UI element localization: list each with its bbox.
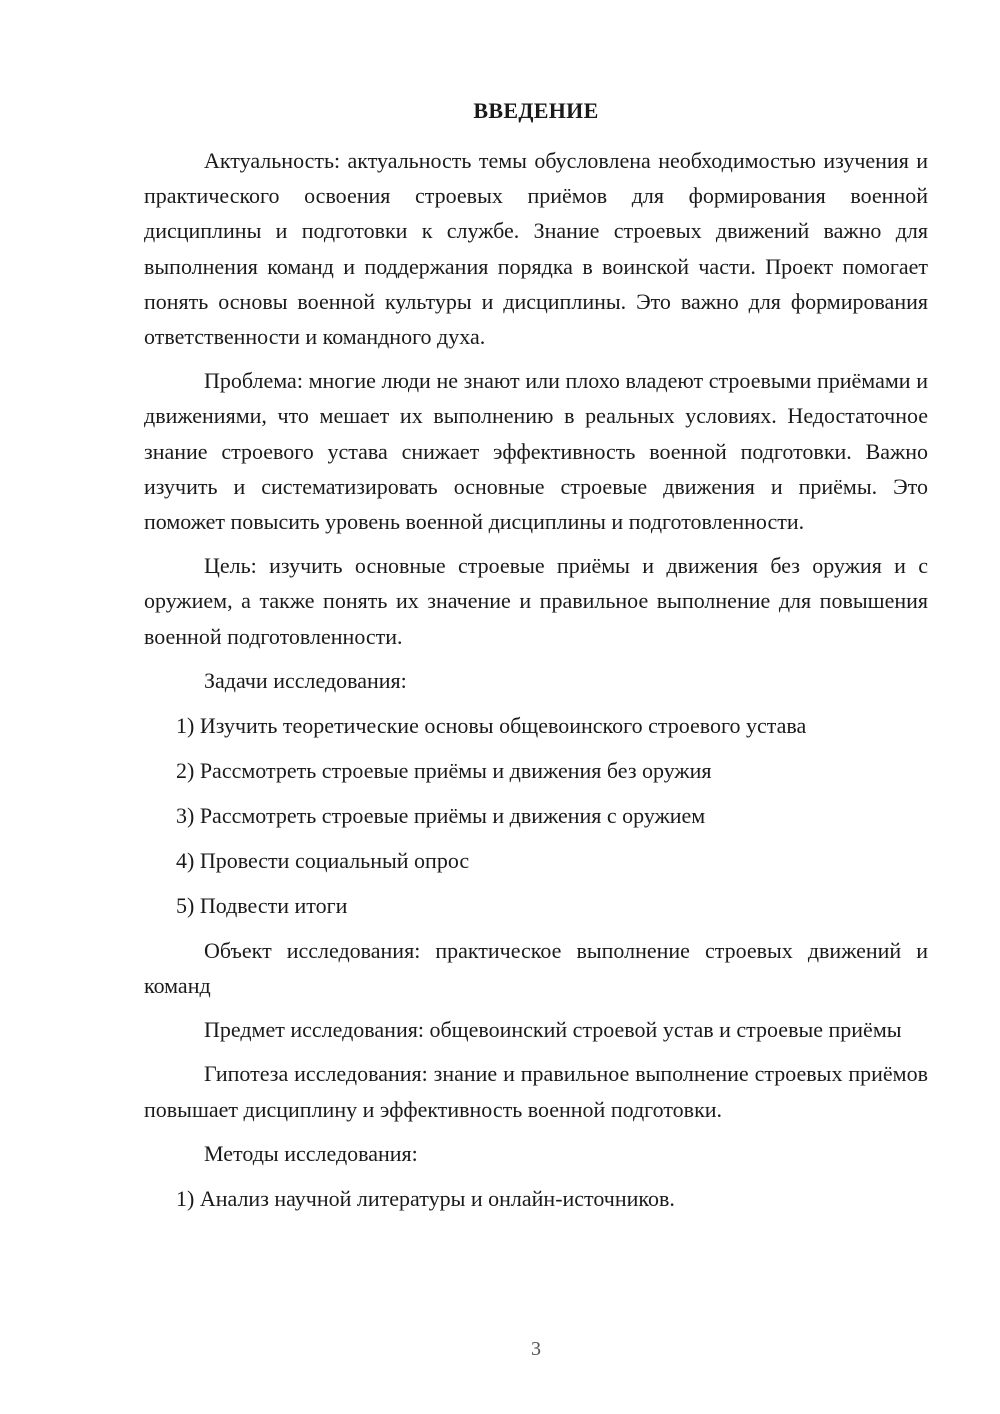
methods-heading: Методы исследования: xyxy=(204,1140,418,1166)
list-item: 2) Рассмотреть строевые приёмы и движения без оружия xyxy=(176,757,712,783)
problem-paragraph: Проблема: многие люди не знают или плохо владеют строевыми приёмами и движениями, что мешает их выполнению в реальных условиях. Недостаточное знание строевого устава снижает эффективность военной подготовки. Важно изучить и систематизировать основные строевые движения и приёмы. Это поможет повысить уровень военной дисциплины и подготовленности. xyxy=(144,368,928,535)
relevance-paragraph: Актуальность: актуальность темы обусловлена необходимостью изучения и практического освоения строевых приёмов для формирования военной дисциплины и подготовки к службе. Знание строевых движений важно для выполнения команд и поддержания порядка в воинской части. Проект помогает понять основы военной культуры и дисциплины. Это важно для формирования ответственности и командного духа. xyxy=(144,148,928,350)
goal-paragraph: Цель: изучить основные строевые приёмы и движения без оружия и с оружием, а также понять их значение и правильное выполнение для повышения военной подготовленности. xyxy=(144,553,928,649)
page-body xyxy=(144,143,928,1226)
section-title: ВВЕДЕНИЕ xyxy=(473,98,599,123)
tasks-list xyxy=(144,708,928,923)
subject-paragraph: Предмет исследования: общевоинский строевой устав и строевые приёмы xyxy=(204,1017,902,1043)
methods-list xyxy=(144,1181,928,1216)
tasks-heading: Задачи исследования: xyxy=(204,667,407,693)
list-item: 5) Подвести итоги xyxy=(176,892,348,918)
list-item: 1) Анализ научной литературы и онлайн-источников. xyxy=(176,1185,675,1211)
list-item: 1) Изучить теоретические основы общевоинского строевого устава xyxy=(176,712,807,738)
object-paragraph: Объект исследования: практическое выполнение строевых движений и команд xyxy=(144,937,928,999)
list-item: 4) Провести социальный опрос xyxy=(176,847,470,873)
hypothesis-paragraph: Гипотеза исследования: знание и правильное выполнение строевых приёмов повышает дисциплину и эффективность военной подготовки. xyxy=(144,1061,928,1122)
page-number: 3 xyxy=(531,1338,541,1360)
list-item: 3) Рассмотреть строевые приёмы и движения с оружием xyxy=(176,802,706,828)
